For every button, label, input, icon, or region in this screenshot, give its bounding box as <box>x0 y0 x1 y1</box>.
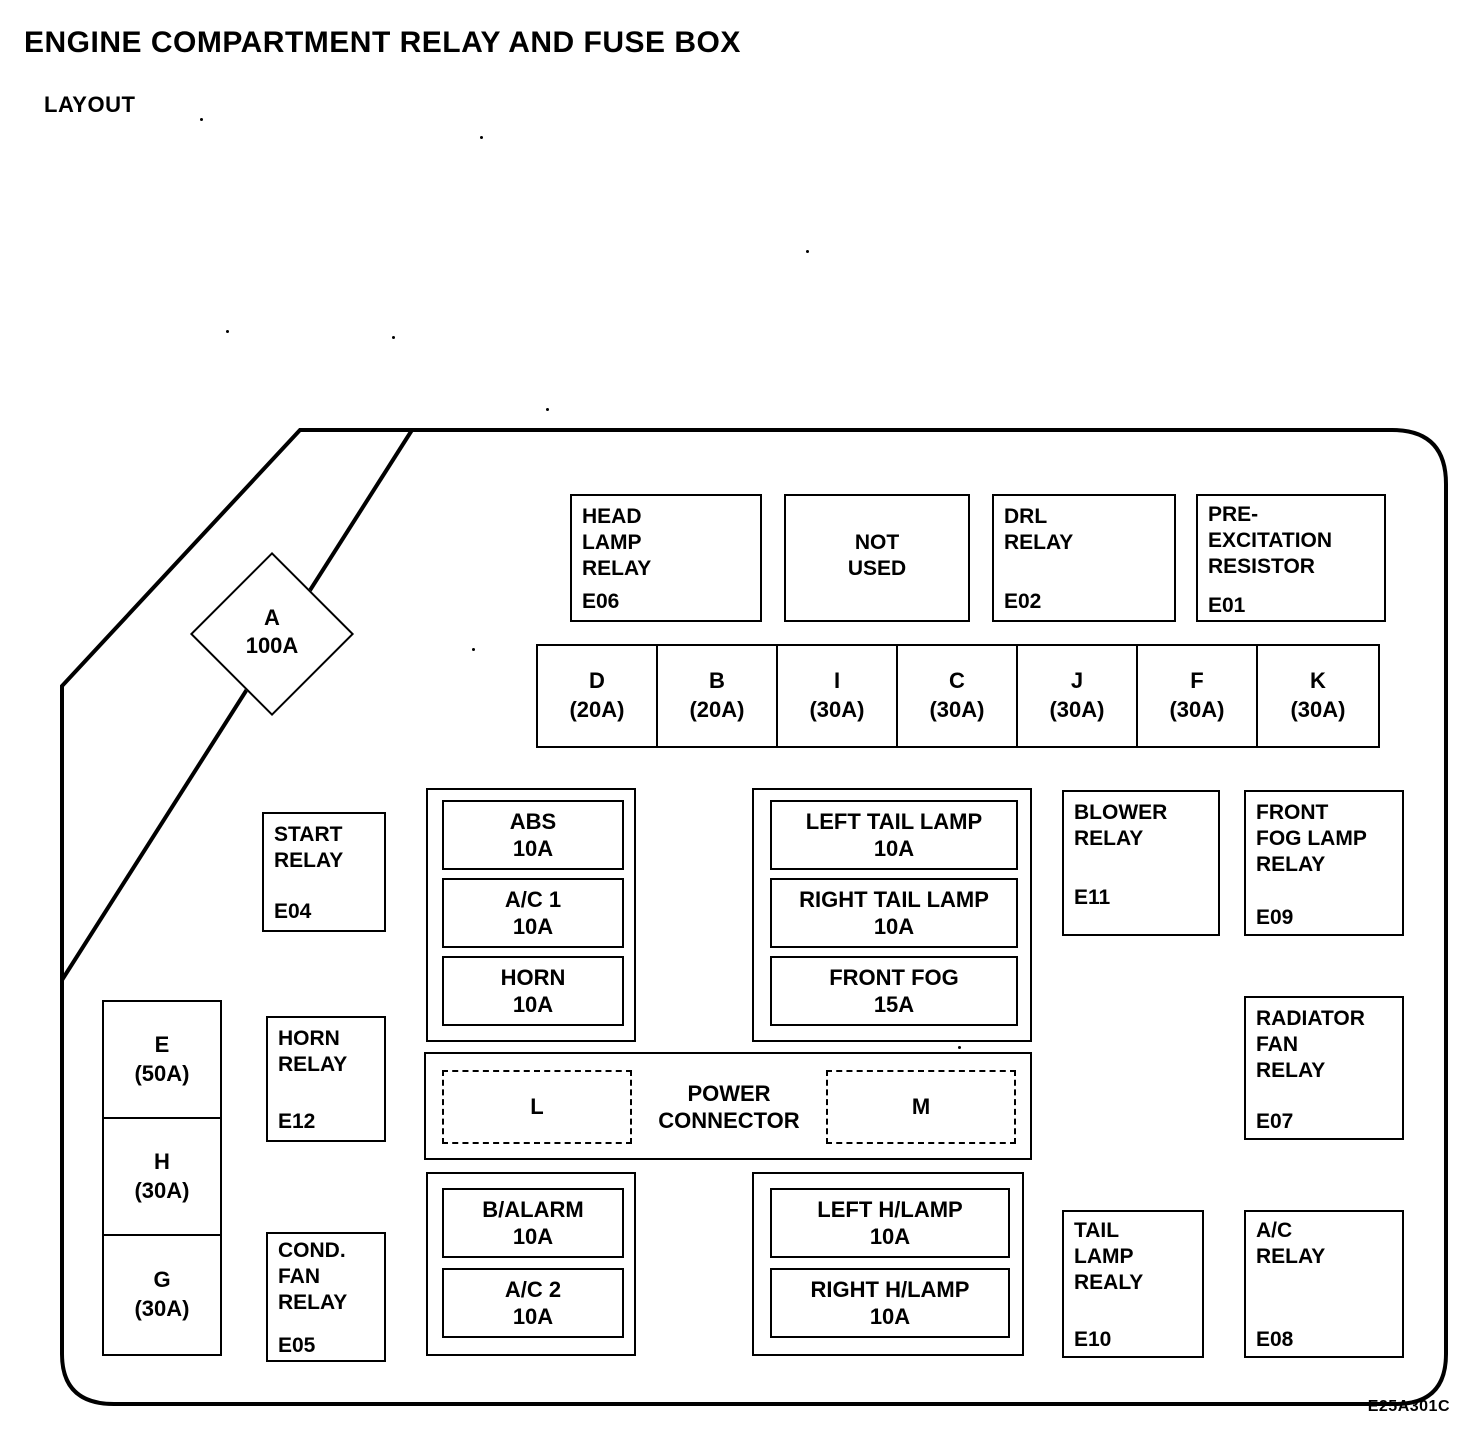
fuse-cluster-right-lower <box>752 1172 1024 1356</box>
fuse-cell-d <box>538 646 658 746</box>
fuse-rating: 10A <box>873 914 915 939</box>
relay-radiator-fan-relay <box>1244 996 1404 1140</box>
fuse-rating: 10A <box>512 836 554 861</box>
fuse-label: B/ALARM <box>482 1196 584 1222</box>
relay-line: HORN <box>278 1027 340 1050</box>
fuse-a-rating: 100A <box>245 632 299 658</box>
relay-line: FAN <box>278 1264 320 1288</box>
relay-not-used <box>784 494 970 622</box>
relay-code: E06 <box>582 590 620 613</box>
fuse-letter: K <box>1310 668 1326 694</box>
fuse-label: A/C 2 <box>504 1276 562 1302</box>
fuse-ac-1 <box>442 878 624 948</box>
page-title: ENGINE COMPARTMENT RELAY AND FUSE BOX <box>24 26 741 59</box>
relay-code: E01 <box>1208 594 1246 617</box>
fuse-rating: 10A <box>512 1224 554 1249</box>
fuse-horn <box>442 956 624 1026</box>
fuse-letter: D <box>589 668 605 694</box>
figure-code: E25A301C <box>1367 1398 1450 1415</box>
relay-code: E08 <box>1256 1328 1294 1351</box>
relay-code: E07 <box>1256 1110 1294 1133</box>
fuse-rating: 10A <box>869 1224 911 1249</box>
fuse-right-tail-lamp <box>770 878 1018 948</box>
relay-line: FOG LAMP <box>1256 826 1367 850</box>
relay-blower-relay <box>1062 790 1220 936</box>
fuse-letter: J <box>1070 668 1084 694</box>
relay-code: E10 <box>1074 1328 1112 1351</box>
fuse-label: RIGHT H/LAMP <box>810 1276 970 1302</box>
relay-code: E04 <box>274 900 312 923</box>
fuse-rating: (20A) <box>689 697 745 722</box>
fuse-letter: B <box>709 668 725 694</box>
fuse-cell-b <box>658 646 778 746</box>
fuse-a-letter: A <box>264 605 280 630</box>
relay-drl-relay <box>992 494 1176 622</box>
fuse-cell-j <box>1018 646 1138 746</box>
fuse-label: LEFT TAIL LAMP <box>805 808 983 834</box>
fuse-label: A/C 1 <box>504 886 562 912</box>
relay-code: E12 <box>278 1110 316 1133</box>
fuse-label: ABS <box>509 808 557 834</box>
relay-line: LAMP <box>582 530 642 554</box>
fuse-cell-f <box>1138 646 1258 746</box>
relay-line: RELAY <box>1256 1058 1326 1082</box>
relay-line: DRL <box>1004 505 1048 528</box>
relay-front-fog-lamp-relay <box>1244 790 1404 936</box>
relay-line: TAIL <box>1074 1219 1120 1242</box>
side-fuse-h <box>104 1119 220 1236</box>
speck <box>392 336 395 339</box>
relay-line: PRE- <box>1208 503 1259 526</box>
power-connector-line: POWER <box>687 1080 771 1106</box>
power-connector-m <box>826 1070 1016 1144</box>
side-fuse-g <box>104 1236 220 1353</box>
fuse-rating: (30A) <box>1290 697 1346 722</box>
side-fuse-stack <box>102 1000 222 1356</box>
relay-line: RADIATOR <box>1256 1007 1365 1030</box>
relay-line: START <box>274 823 343 846</box>
fuse-rating: 10A <box>512 914 554 939</box>
relay-line: BLOWER <box>1074 801 1168 824</box>
fuse-letter: C <box>949 668 965 694</box>
power-connector-l-label: L <box>530 1094 544 1119</box>
relay-line: FRONT <box>1256 801 1329 824</box>
fuse-rating: (30A) <box>134 1295 190 1321</box>
relay-code: E09 <box>1256 906 1294 929</box>
fuse-label: RIGHT TAIL LAMP <box>799 886 989 912</box>
fuse-cell-i <box>778 646 898 746</box>
fuse-b-alarm <box>442 1188 624 1258</box>
fuse-letter: H <box>154 1148 170 1174</box>
fuse-cell-c <box>898 646 1018 746</box>
speck <box>200 118 203 121</box>
speck <box>480 136 483 139</box>
power-connector-l <box>442 1070 632 1144</box>
relay-line: RELAY <box>1256 852 1326 876</box>
relay-line: RELAY <box>1256 1244 1326 1268</box>
relay-head-lamp-relay <box>570 494 762 622</box>
power-connector-line: CONNECTOR <box>658 1108 800 1133</box>
fuse-strip <box>536 644 1380 748</box>
fuse-a-label <box>186 604 358 659</box>
side-fuse-e <box>104 1002 220 1119</box>
relay-code: E11 <box>1074 886 1111 909</box>
power-connector <box>424 1052 1032 1160</box>
relay-horn-relay <box>266 1016 386 1142</box>
fuse-ac-2 <box>442 1268 624 1338</box>
main-fuse-a <box>186 548 358 720</box>
relay-line: EXCITATION <box>1208 528 1333 552</box>
fuse-left-tail-lamp <box>770 800 1018 870</box>
relay-code: E05 <box>278 1334 316 1357</box>
fuse-left-h-lamp <box>770 1188 1010 1258</box>
fuse-abs <box>442 800 624 870</box>
fuse-rating: 10A <box>869 1304 911 1329</box>
relay-line: RELAY <box>278 1052 348 1076</box>
relay-line: HEAD <box>582 505 642 528</box>
speck <box>226 330 229 333</box>
power-connector-m-label: M <box>911 1094 931 1119</box>
fuse-rating: (30A) <box>809 697 865 722</box>
relay-pre-excitation-resistor <box>1196 494 1386 622</box>
relay-line: RELAY <box>274 848 344 872</box>
fuse-rating: (30A) <box>134 1177 190 1203</box>
relay-tail-lamp-relay <box>1062 1210 1204 1358</box>
fuse-letter: E <box>154 1031 170 1057</box>
power-connector-label <box>634 1070 824 1144</box>
relay-start-relay <box>262 812 386 932</box>
relay-line: REALY <box>1074 1270 1144 1294</box>
relay-code: E02 <box>1004 590 1042 613</box>
fuse-letter: I <box>833 668 841 694</box>
relay-line: A/C <box>1256 1219 1293 1242</box>
fuse-rating: 10A <box>512 1304 554 1329</box>
fuse-front-fog <box>770 956 1018 1026</box>
speck <box>546 408 549 411</box>
fuse-rating: (50A) <box>134 1060 190 1086</box>
speck <box>806 250 809 253</box>
fuse-rating: (30A) <box>1169 697 1225 722</box>
fuse-cell-k <box>1258 646 1378 746</box>
relay-line: LAMP <box>1074 1244 1134 1268</box>
relay-line: NOT <box>854 531 900 554</box>
fuse-rating: 10A <box>512 992 554 1017</box>
fuse-label: LEFT H/LAMP <box>817 1196 963 1222</box>
fuse-letter: F <box>1190 668 1204 694</box>
relay-line: FAN <box>1256 1032 1298 1056</box>
relay-line: RESISTOR <box>1208 554 1315 578</box>
fuse-rating: (30A) <box>1049 697 1105 722</box>
relay-line: USED <box>847 556 907 580</box>
fuse-rating: (30A) <box>929 697 985 722</box>
relay-ac-relay <box>1244 1210 1404 1358</box>
fuse-rating: (20A) <box>569 697 625 722</box>
fuse-cluster-left-upper <box>426 788 636 1042</box>
fuse-rating: 10A <box>873 836 915 861</box>
fuse-cluster-right-upper <box>752 788 1032 1042</box>
relay-line: RELAY <box>1004 530 1074 554</box>
fuse-right-h-lamp <box>770 1268 1010 1338</box>
relay-line: RELAY <box>1074 826 1144 850</box>
fuse-label: HORN <box>500 964 566 990</box>
relay-cond-fan-relay <box>266 1232 386 1362</box>
relay-line: RELAY <box>278 1290 348 1314</box>
relay-line: COND. <box>278 1239 346 1262</box>
fuse-cluster-left-lower <box>426 1172 636 1356</box>
fuse-letter: G <box>153 1266 171 1292</box>
fuse-rating: 15A <box>873 992 915 1017</box>
fuse-label: FRONT FOG <box>829 964 959 990</box>
relay-line: RELAY <box>582 556 652 580</box>
section-label: LAYOUT <box>44 92 136 117</box>
